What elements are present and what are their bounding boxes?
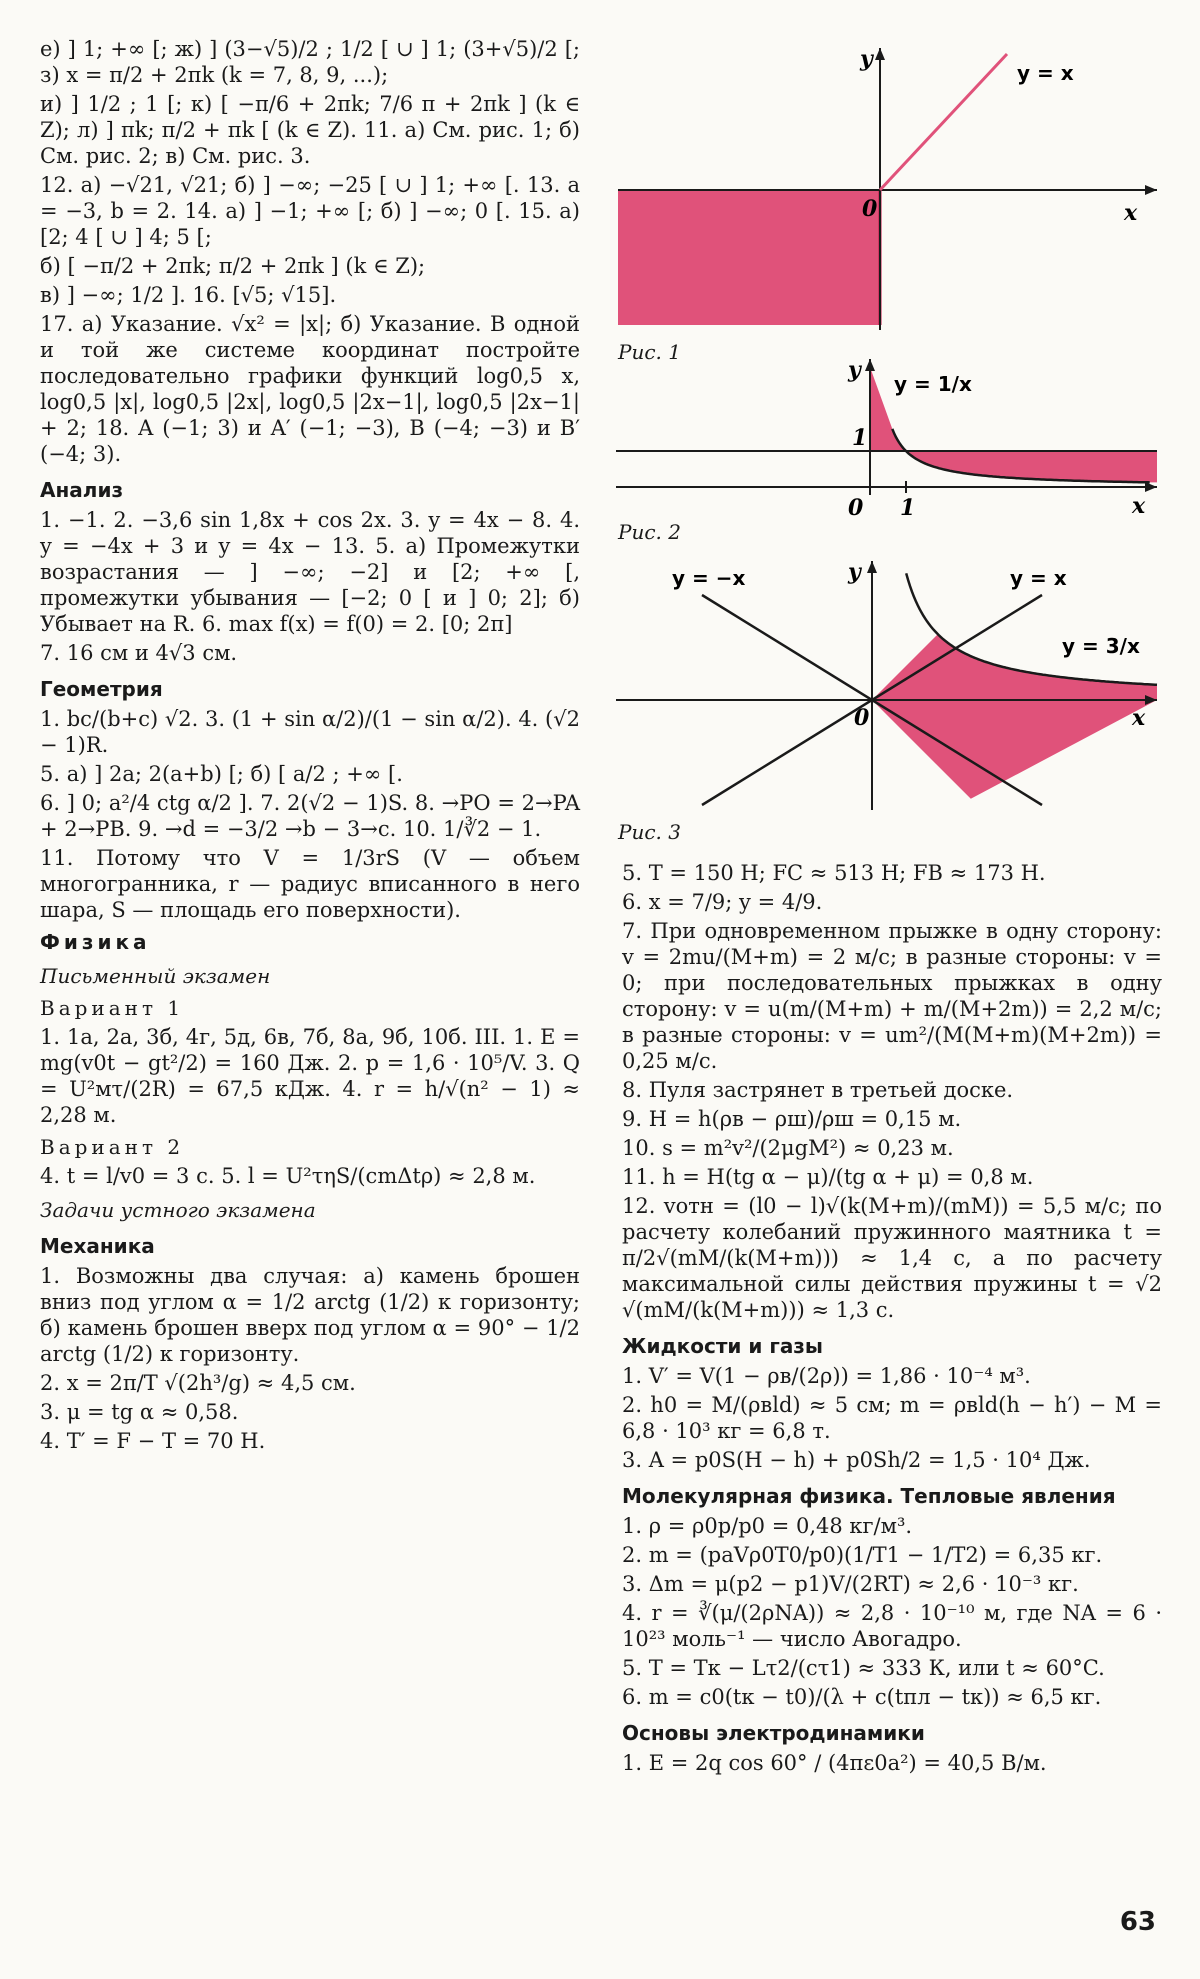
geometry-answer: 6. ] 0; a²/4 ctg α/2 ]. 7. 2(√2 − 1)S. 8. →PO = 2→PA + 2→PB. 9. →d = −3/2 →b − 3→c. 10. 1/∛2 − 1. [40,791,580,841]
mechanics-answer: 2. x = 2π/T √(2h³/g) ≈ 4,5 см. [40,1371,356,1395]
mechanics-answer: 8. Пуля застрянет в третьей доске. [622,1078,1014,1102]
analysis-answer: 7. 16 см и 4√3 см. [40,641,238,665]
figure-caption: Рис. 2 [618,520,681,544]
liquids-answer: 1. V′ = V(1 − ρв/(2ρ)) = 1,86 · 10⁻⁴ м³. [622,1364,1031,1388]
line-1-label: y = −x [672,566,746,590]
x-tick-label: 1 [900,495,916,520]
x-axis-label: x [1124,200,1138,226]
y-axis-arrow-icon [867,561,877,573]
mechanics-answer: 12. vотн = (l0 − l)√(k(M+m)/(mM)) = 5,5 м/с; по расчету колебаний пружинного маятника t = π/2√(mM/(k(M+m))) ≈ 1,4 с, а по расчету максимальной силы действия пружины t = √2 √(mM/(k(M+m))) ≈ 1,3 с. [622,1194,1162,1322]
section-heading-liquids: Жидкости и газы [622,1334,824,1358]
electro-answer: 1. E = 2q cos 60° / (4πε0a²) = 40,5 В/м. [622,1751,1047,1775]
geometry-answer: 5. а) ] 2a; 2(a+b) [; б) [ a/2 ; +∞ [. [40,762,403,786]
y-axis-arrow-icon [875,48,885,60]
geometry-answer: 1. bc/(b+c) √2. 3. (1 + sin α/2)/(1 − sin α/2). 4. (√2 − 1)R. [40,707,580,757]
mechanics-answer: 6. x = 7/9; y = 4/9. [622,890,823,914]
line-y-equals-x [880,54,1007,190]
mechanics-answer: 5. T = 150 Н; FC ≈ 513 Н; FB ≈ 173 Н. [622,861,1046,885]
figure-2-graph [612,355,1172,520]
figure-1 [612,40,1172,364]
mechanics-answer: 1. Возможны два случая: а) камень брошен вниз под углом α = 1/2 arctg (1/2) к горизонту; б) камень брошен вверх под углом α = 90° − 1/2 arctg (1/2) к горизонту. [40,1264,580,1366]
section-heading-analysis: Анализ [40,478,124,502]
algebra-answer: и) ] 1/2 ; 1 [; к) [ −π/6 + 2πk; 7/6 π + 2πk ] (k ∈ Z); л) ] πk; π/2 + πk [ (k ∈ Z). 11. а) См. рис. 1; б) См. рис. 2; в) См. рис. 3. [40,92,580,168]
algebra-answer: е) ] 1; +∞ [; ж) ] (3−√5)/2 ; 1/2 [ ∪ ] 1; (3+√5)/2 [; з) x = π/2 + 2πk (k = 7, 8, 9, ...); [40,37,580,87]
line-label: y = x [1017,61,1074,85]
mechanics-answer: 9. H = h(ρв − ρш)/ρш = 0,15 м. [622,1107,962,1131]
subheading-written-exam: Письменный экзамен [40,964,271,988]
x-axis-arrow-icon [1145,482,1157,492]
curve-label: y = 3/x [1062,634,1140,658]
shaded-region [618,190,880,325]
origin-label: 0 [854,705,870,731]
liquids-answer: 3. A = p0S(H − h) + p0Sh/2 = 1,5 · 10⁴ Дж. [622,1448,1091,1472]
origin-label: 0 [862,196,878,222]
shaded-region [872,634,1157,799]
algebra-answer: б) [ −π/2 + 2πk; π/2 + 2πk ] (k ∈ Z); [40,254,426,278]
molecular-answer: 1. ρ = ρ0p/p0 = 0,48 кг/м³. [622,1514,913,1538]
figure-2 [612,355,1172,544]
algebra-answer: в) ] −∞; 1/2 ]. 16. [√5; √15]. [40,283,337,307]
y-axis-label: y [860,46,873,72]
molecular-answer: 5. T = Tк − Lτ2/(cτ1) ≈ 333 К, или t ≈ 60°C. [622,1656,1105,1680]
subheading-oral-exam: Задачи устного экзамена [40,1198,316,1222]
variant-2-answer: 4. t = l/v0 = 3 с. 5. l = U²τηS/(cmΔtρ) ≈ 2,8 м. [40,1164,536,1188]
mechanics-answer: 7. При одновременном прыжке в одну сторону: v = 2mu/(M+m) = 2 м/с; в разные стороны: v = 0; при последовательных прыжках в одну сторону: v = u(m/(M+m) + m/(M+2m)) = 2,2 м/с; в разные стороны: v = um²/(M(M+m)(M+2m)) = 0,25 м/с. [622,919,1162,1073]
x-axis-arrow-icon [1145,185,1157,195]
x-axis-label: x [1132,493,1146,519]
molecular-answer: 6. m = c0(tк − t0)/(λ + c(tпл − tк)) ≈ 6,5 кг. [622,1685,1102,1709]
y-axis-arrow-icon [865,359,875,371]
molecular-answer: 4. r = ∛(μ/(2ρNA)) ≈ 2,8 · 10⁻¹⁰ м, где NA = 6 · 10²³ моль⁻¹ — число Авогадро. [622,1601,1162,1651]
variant-1-answer: 1. 1а, 2а, 3б, 4г, 5д, 6в, 7б, 8а, 9б, 10б. III. 1. E = mg(v0t − gt²/2) = 160 Дж. 2. p = 1,6 · 10⁵/V. 3. Q = U²мτ/(2R) = 67,5 кДж. 4. r = h/√(n² − 1) ≈ 2,28 м. [40,1025,580,1127]
figure-caption: Рис. 3 [618,820,681,844]
x-axis-label: x [1132,705,1146,731]
y-axis-label: y [848,357,861,383]
algebra-answer: 12. а) −√21, √21; б) ] −∞; −25 [ ∪ ] 1; +∞ [. 13. a = −3, b = 2. 14. а) ] −1; +∞ [; б) ] −∞; 0 [. 15. а) [2; 4 [ ∪ ] 4; 5 [; [40,173,580,249]
figure-1-graph [612,40,1172,340]
algebra-answer: 17. а) Указание. √x² = |x|; б) Указание. В одной и той же системе координат постройте последовательно графики функций log0,5 x, log0,5 |x|, log0,5 |2x|, log0,5 |2x−1|, log0,5 |2x−1| + 2; 18. A (−1; 3) и A′ (−1; −3), B (−4; −3) и B′ (−4; 3). [40,312,580,466]
section-heading-geometry: Геометрия [40,677,163,701]
geometry-answer: 11. Потому что V = 1/3rS (V — объем многогранника, r — радиус вписанного в него шара, S — площадь его поверхности). [40,846,580,922]
variant-2-heading: Вариант 2 [40,1135,185,1159]
y-one-label: 1 [852,425,868,451]
molecular-answer: 3. Δm = μ(p2 − p1)V/(2RT) ≈ 2,6 · 10⁻³ кг. [622,1572,1079,1596]
mechanics-answer: 10. s = m²v²/(2μgM²) ≈ 0,23 м. [622,1136,954,1160]
section-heading-physics: Физика [40,930,151,954]
mechanics-answer: 4. T′ = F − T = 70 Н. [40,1429,266,1453]
section-heading-molecular: Молекулярная физика. Тепловые явления [622,1484,1116,1508]
variant-1-heading: Вариант 1 [40,996,185,1020]
section-heading-mechanics: Механика [40,1234,155,1258]
left-column [40,36,580,1457]
mechanics-answer: 11. h = H(tg α − μ)/(tg α + μ) = 0,8 м. [622,1165,1034,1189]
liquids-answer: 2. h0 = M/(ρвld) ≈ 5 см; m = ρвld(h − h′) − M = 6,8 · 10³ кг = 6,8 т. [622,1393,1162,1443]
mechanics-answer: 3. μ = tg α ≈ 0,58. [40,1400,239,1424]
right-column [622,860,1162,1779]
curve-label: y = 1/x [894,372,972,396]
molecular-answer: 2. m = (paVρ0T0/p0)(1/T1 − 1/T2) = 6,35 кг. [622,1543,1103,1567]
analysis-answer: 1. −1. 2. −3,6 sin 1,8x + cos 2x. 3. y = 4x − 8. 4. y = −4x + 3 и y = 4x − 13. 5. а) Промежутки возрастания — ] −∞; −2] и [2; +∞ [, промежутки убывания — [−2; 0 [ и ] 0; 2]; б) Убывает на R. 6. max f(x) = f(0) = 2. [0; 2π] [40,508,580,636]
figure-caption: Рис. 1 [618,340,681,364]
line-2-label: y = x [1010,566,1067,590]
y-axis-label: y [848,559,861,585]
figure-3 [612,555,1172,844]
figure-3-graph [612,555,1172,820]
section-heading-electrodynamics: Основы электродинамики [622,1721,925,1745]
page-number: 63 [1119,1907,1156,1937]
origin-label: 0 [848,495,864,520]
